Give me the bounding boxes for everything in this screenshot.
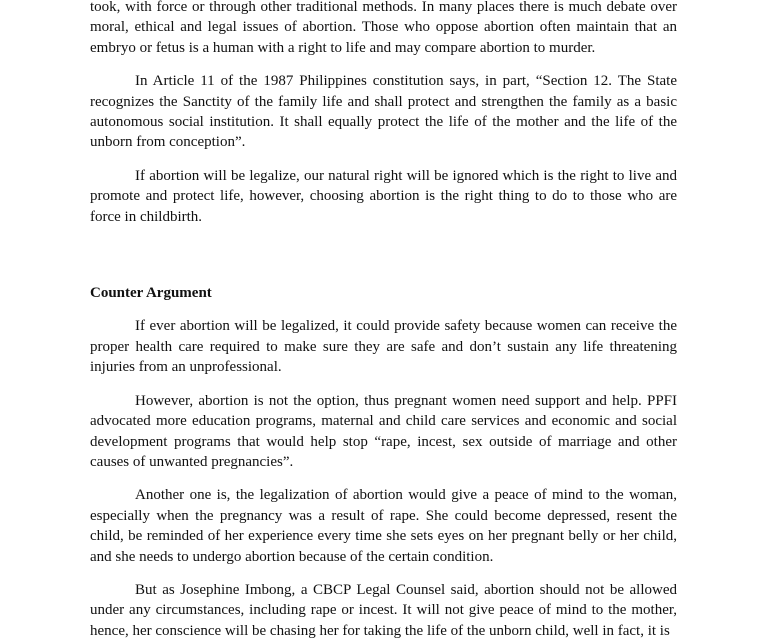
paragraph-constitution: In Article 11 of the 1987 Philippines constitution says, in part, “Section 12. The State recognizes the Sanctity of the family life and shall protect and strengthen the family as a basic autonomous social institution. It shall equally protect the life of the mother and the life of the unborn from conception”. (90, 73, 677, 151)
paragraph-peace-of-mind: Another one is, the legalization of abortion would give a peace of mind to the woman, especially when the pregnancy was a result of rape. She could become depressed, resent the child, be reminded of her experience every time she sets eyes on her pregnant belly or her child, and she needs to undergo abortion because of the certain condition. (90, 487, 677, 565)
paragraph-cbcp-counsel: But as Josephine Imbong, a CBCP Legal Counsel said, abortion should not be allowed under any circumstances, including rape or incest. It will not give peace of mind to the mother, hence, her conscience will be chasing her for taking the life of the unborn child, well in fact, it is (90, 581, 677, 639)
paragraph-natural-right: If abortion will be legalize, our natural right will be ignored which is the right to live and promote and protect life, however, choosing abortion is the right thing to do to those who are force in childbirth. (90, 167, 677, 225)
section-heading-counter-argument: Counter Argument (90, 285, 212, 302)
paragraph-support: However, abortion is not the option, thus pregnant women need support and help. PPFI advocated more education programs, maternal and child care services and economic and social development programs that would help stop “rape, incest, sex outside of marriage and other causes of unwanted pregnancies”. (90, 392, 677, 470)
paragraph-safety: If ever abortion will be legalized, it could provide safety because women can receive the proper health care required to make sure they are safe and don’t sustain any life threatening injuries from an unprofessional. (90, 318, 677, 376)
paragraph-continuation: took, with force or through other traditional methods. In many places there is much debate over moral, ethical and legal issues of abortion. Those who oppose abortion often maintain that an embryo or fetus is a human with a right to life and may compare abortion to murder. (90, 0, 677, 56)
document-body (90, 0, 677, 641)
